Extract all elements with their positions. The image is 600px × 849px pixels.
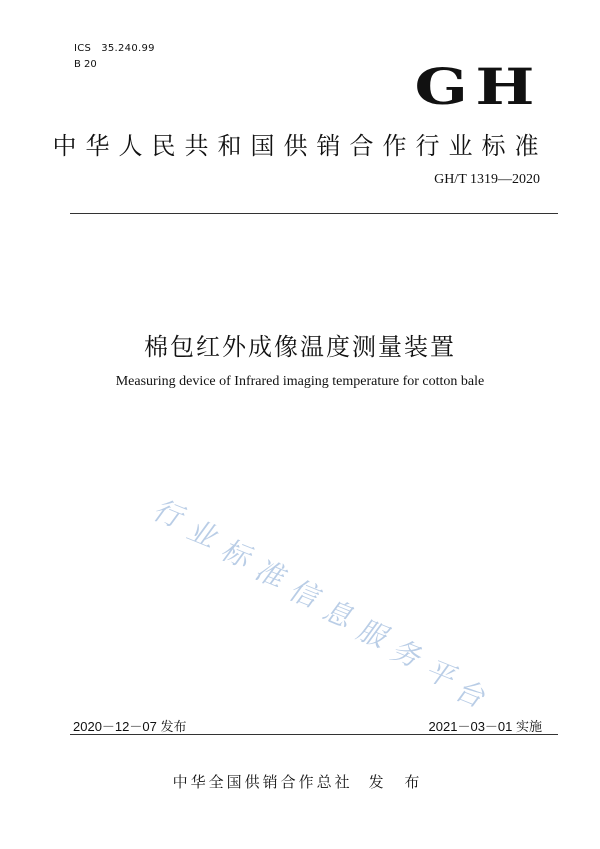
watermark-char: 息: [318, 592, 357, 634]
watermark-char: 服: [352, 612, 391, 654]
footer-divider: [70, 734, 558, 735]
issue-date: 2020－12－07 发布: [73, 719, 187, 734]
watermark-char: 务: [386, 632, 425, 674]
publisher-name: 中华全国供销合作总社: [172, 773, 353, 791]
watermark-char: 业: [182, 512, 221, 554]
watermark-char: 平: [420, 652, 459, 694]
ics-number: 35.240.99: [101, 43, 155, 54]
ics-code: [74, 43, 155, 54]
watermark: [148, 480, 489, 714]
document-title-english: Measuring device of Infrared imaging temperature for cotton bale: [115, 374, 485, 389]
watermark-char: 准: [250, 552, 289, 594]
publish-action: 发 布: [368, 773, 428, 791]
implementation-date: 2021－03－01 实施: [428, 719, 542, 734]
standard-number: GH/T 1319—2020: [434, 172, 540, 187]
publisher: [0, 771, 600, 792]
watermark-char: 信: [284, 572, 323, 614]
gh-logo: GH: [414, 57, 542, 116]
watermark-char: 行: [148, 492, 187, 534]
header-divider: [70, 213, 558, 214]
standard-category: 中华人民共和国供销合作行业标准: [52, 132, 548, 160]
ics-label: ICS: [74, 43, 92, 54]
document-title-chinese: 棉包红外成像温度测量装置: [144, 333, 456, 361]
ccs-code: B 20: [74, 59, 97, 70]
watermark-char: 台: [450, 672, 489, 714]
watermark-char: 标: [216, 532, 255, 574]
